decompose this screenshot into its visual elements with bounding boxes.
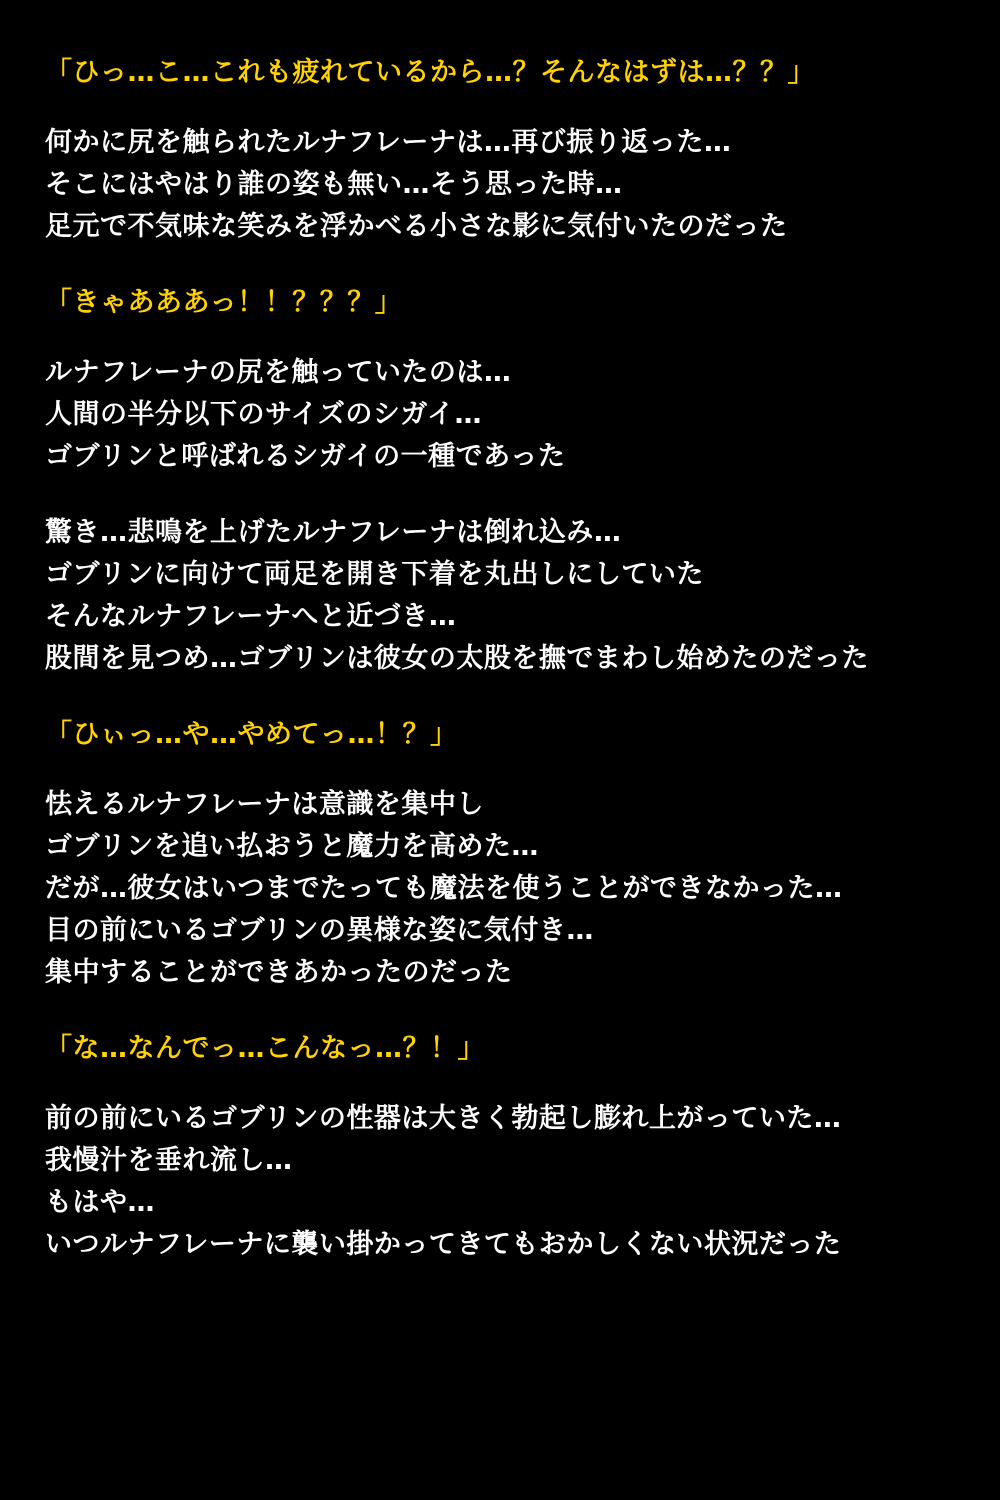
- narration-line: 我慢汁を垂れ流し…: [45, 1145, 293, 1176]
- dialogue-line: 「な…なんでっ…こんなっ…？！」: [45, 1033, 485, 1064]
- narration-block: [45, 1098, 955, 1266]
- narration-line: もはや…: [45, 1187, 155, 1218]
- dialogue-block: [45, 714, 955, 756]
- narration-line: そこにはやはり誰の姿も無い…そう思った時…: [45, 169, 623, 200]
- narration-line: ゴブリンを追い払おうと魔力を高めた…: [45, 831, 539, 862]
- narration-block: [45, 122, 955, 248]
- narration-line: いつルナフレーナに襲い掛かってきてもおかしくない状況だった: [45, 1229, 842, 1260]
- narration-line: ゴブリンと呼ばれるシガイの一種であった: [45, 441, 566, 472]
- narration-line: 目の前にいるゴブリンの異様な姿に気付き…: [45, 915, 594, 946]
- narration-block: [45, 352, 955, 478]
- narration-line: 股間を見つめ…ゴブリンは彼女の太股を撫でまわし始めたのだった: [45, 643, 869, 674]
- narration-line: ゴブリンに向けて両足を開き下着を丸出しにしていた: [45, 559, 704, 590]
- dialogue-block: [45, 52, 955, 94]
- narration-line: 前の前にいるゴブリンの性器は大きく勃起し膨れ上がっていた…: [45, 1103, 842, 1134]
- narration-line: 人間の半分以下のサイズのシガイ…: [45, 399, 483, 430]
- dialogue-line: 「ひっ…こ…これも疲れているから…？そんなはずは…？？」: [45, 57, 815, 88]
- narration-line: 何かに尻を触られたルナフレーナは…再び振り返った…: [45, 127, 732, 158]
- story-text-container: [45, 52, 955, 1266]
- narration-line: 足元で不気味な笑みを浮かべる小さな影に気付いたのだった: [45, 211, 788, 242]
- narration-line: 怯えるルナフレーナは意識を集中し: [45, 789, 484, 820]
- narration-line: ルナフレーナの尻を触っていたのは…: [45, 357, 512, 388]
- dialogue-line: 「ひぃっ…や…やめてっ…！？」: [45, 719, 458, 750]
- dialogue-line: 「きゃあああっ！！？？？」: [45, 287, 403, 318]
- narration-line: だが…彼女はいつまでたっても魔法を使うことができなかった…: [45, 873, 843, 904]
- narration-line: 驚き…悲鳴を上げたルナフレーナは倒れ込み…: [45, 517, 622, 548]
- narration-line: 集中することができあかったのだった: [45, 957, 513, 988]
- narration-block: [45, 512, 955, 680]
- narration-line: そんなルナフレーナへと近づき…: [45, 601, 457, 632]
- dialogue-block: [45, 282, 955, 324]
- dialogue-block: [45, 1028, 955, 1070]
- narration-block: [45, 784, 955, 994]
